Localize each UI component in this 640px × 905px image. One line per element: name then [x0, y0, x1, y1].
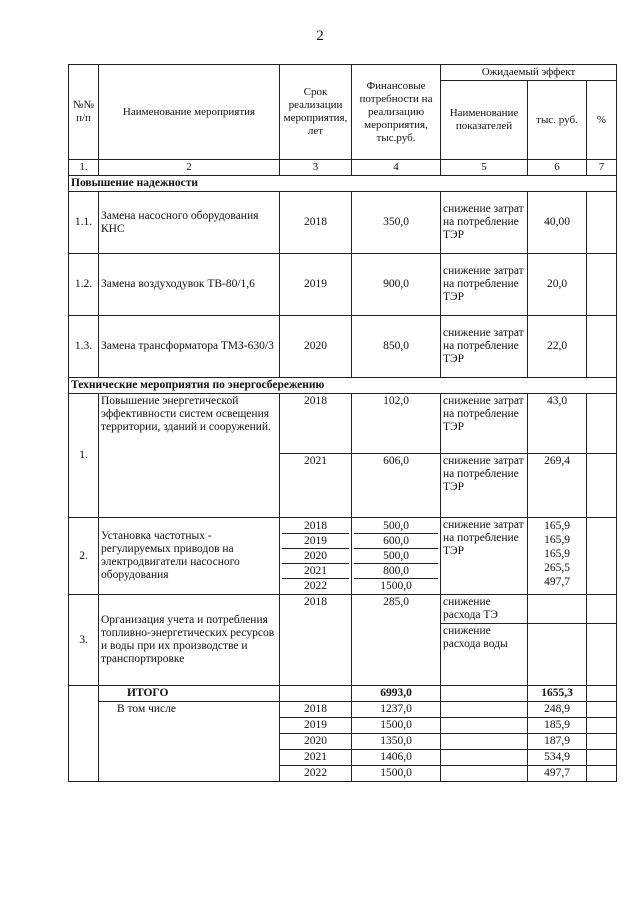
measure-indicator: снижение затрат на потребление ТЭР	[441, 254, 528, 316]
table-row	[69, 595, 617, 624]
year-total-indicator	[441, 702, 528, 718]
measure-thousand: 497,7	[544, 576, 570, 588]
total-percent	[587, 686, 617, 702]
measure-thousand: 265,5	[544, 562, 570, 574]
year-total-finance: 1500,0	[352, 718, 441, 734]
measure-year: 2019	[282, 534, 349, 549]
section-title-reliability: Повышение надежности	[69, 176, 617, 192]
measure-thousand: 165,9	[544, 520, 570, 532]
measure-name: Замена трансформатора ТМЗ-630/3	[99, 316, 280, 378]
measure-name: Организация учета и потребления топливно-энергетических ресурсов и воды при их производстве и транспортировке	[99, 595, 280, 686]
measure-percent	[587, 316, 617, 378]
total-indicator	[441, 686, 528, 702]
total-row	[69, 686, 617, 702]
measure-indicator: снижение расхода ТЭ	[441, 595, 528, 624]
table-row	[69, 518, 617, 595]
measure-year: 2021	[282, 564, 349, 579]
measure-thousand	[528, 624, 587, 686]
measure-finance: 850,0	[352, 316, 441, 378]
measure-indicator: снижение затрат на потребление ТЭР	[441, 316, 528, 378]
header-name: Наименование мероприятия	[99, 65, 280, 160]
measure-name: Замена воздуходувок ТВ-80/1,6	[99, 254, 280, 316]
measure-finance: 900,0	[352, 254, 441, 316]
row-number: 2.	[69, 518, 99, 595]
table-row	[69, 316, 617, 378]
year-total-percent	[587, 750, 617, 766]
measure-thousand	[528, 595, 587, 624]
year-total-year: 2018	[280, 702, 352, 718]
row-number: 1.	[69, 394, 99, 518]
year-total-year: 2019	[280, 718, 352, 734]
year-total-thousand: 534,9	[528, 750, 587, 766]
measure-year: 2018	[280, 192, 352, 254]
section-title-tech: Технические мероприятия по энергосбережению	[69, 378, 617, 394]
year-total-indicator	[441, 766, 528, 782]
year-total-year: 2022	[280, 766, 352, 782]
header-indicator: Наименование показателей	[441, 81, 528, 160]
total-num-cell	[69, 686, 99, 782]
measure-thousand: 43,0	[528, 394, 587, 454]
measures-table	[68, 64, 617, 782]
measure-percent	[587, 518, 617, 595]
measure-percent	[587, 394, 617, 454]
header-num: №№ п/п	[69, 65, 99, 160]
measure-finance: 500,0	[354, 549, 438, 564]
year-total-thousand: 497,7	[528, 766, 587, 782]
measure-finance: 102,0	[352, 394, 441, 454]
measure-thousands	[528, 518, 587, 595]
measure-finance: 800,0	[354, 564, 438, 579]
year-total-percent	[587, 718, 617, 734]
column-number: 6	[528, 160, 587, 176]
column-number: 7	[587, 160, 617, 176]
measure-finance: 600,0	[354, 534, 438, 549]
measure-thousand: 22,0	[528, 316, 587, 378]
column-number: 2	[99, 160, 280, 176]
section-row	[69, 176, 617, 192]
measure-name: Замена насосного оборудования КНС	[99, 192, 280, 254]
year-total-year: 2021	[280, 750, 352, 766]
measure-indicator: снижение затрат на потребление ТЭР	[441, 394, 528, 454]
measure-year: 2021	[280, 454, 352, 518]
measure-year: 2020	[280, 316, 352, 378]
measure-finance: 500,0	[354, 519, 438, 534]
measure-name: Повышение энергетической эффективности систем освещения территории, зданий и сооружений.	[99, 394, 280, 518]
measure-year: 2018	[280, 595, 352, 686]
header-percent: %	[587, 81, 617, 160]
year-total-indicator	[441, 750, 528, 766]
table-row	[69, 254, 617, 316]
measure-name: Установка частотных - регулируемых приводов на электродвигатели насосного оборудования	[99, 518, 280, 595]
year-total-finance: 1406,0	[352, 750, 441, 766]
measure-finance: 350,0	[352, 192, 441, 254]
measure-percent	[587, 192, 617, 254]
measure-year: 2020	[282, 549, 349, 564]
year-total-indicator	[441, 734, 528, 750]
page-number: 2	[316, 28, 324, 44]
row-number: 1.1.	[69, 192, 99, 254]
year-total-percent	[587, 766, 617, 782]
section-row	[69, 378, 617, 394]
header-term: Срок реализации мероприятия, лет	[280, 65, 352, 160]
measure-percent	[587, 595, 617, 624]
row-number: 1.2.	[69, 254, 99, 316]
measure-percent	[587, 254, 617, 316]
measure-indicator: снижение затрат на потребление ТЭР	[441, 518, 528, 595]
column-number: 1.	[69, 160, 99, 176]
year-total-percent	[587, 702, 617, 718]
year-total-indicator	[441, 718, 528, 734]
measure-thousand: 165,9	[544, 534, 570, 546]
measure-thousand: 165,9	[544, 548, 570, 560]
measure-thousand: 269,4	[528, 454, 587, 518]
total-thousand: 1655,3	[528, 686, 587, 702]
year-total-thousand: 185,9	[528, 718, 587, 734]
year-total-finance: 1500,0	[352, 766, 441, 782]
measure-thousand: 40,00	[528, 192, 587, 254]
total-year	[280, 686, 352, 702]
measure-year: 2018	[280, 394, 352, 454]
measure-finance: 606,0	[352, 454, 441, 518]
column-number: 5	[441, 160, 528, 176]
including-row	[69, 702, 617, 718]
header-thousand: тыс. руб.	[528, 81, 587, 160]
measure-year: 2019	[280, 254, 352, 316]
year-total-finance: 1237,0	[352, 702, 441, 718]
row-number: 3.	[69, 595, 99, 686]
measure-thousand: 20,0	[528, 254, 587, 316]
column-number: 3	[280, 160, 352, 176]
year-total-finance: 1350,0	[352, 734, 441, 750]
measure-finances	[352, 518, 441, 595]
total-label: ИТОГО	[99, 686, 280, 702]
measure-finance: 1500,0	[380, 580, 412, 592]
column-number-row	[69, 160, 617, 176]
total-finance: 6993,0	[352, 686, 441, 702]
table-row	[69, 192, 617, 254]
measure-indicator: снижение затрат на потребление ТЭР	[441, 454, 528, 518]
measure-year: 2022	[304, 580, 327, 592]
measure-indicator: снижение затрат на потребление ТЭР	[441, 192, 528, 254]
including-label: В том числе	[99, 702, 280, 782]
table-header-row	[69, 65, 617, 81]
year-total-thousand: 248,9	[528, 702, 587, 718]
measure-year: 2018	[282, 519, 349, 534]
column-number: 4	[352, 160, 441, 176]
measure-finance: 285,0	[352, 595, 441, 686]
measure-percent	[587, 454, 617, 518]
measure-percent	[587, 624, 617, 686]
year-total-percent	[587, 734, 617, 750]
row-number: 1.3.	[69, 316, 99, 378]
year-total-year: 2020	[280, 734, 352, 750]
table-row	[69, 394, 617, 454]
year-total-thousand: 187,9	[528, 734, 587, 750]
measure-indicator: снижение расхода воды	[441, 624, 528, 686]
header-finance: Финансовые потребности на реализацию мероприятия, тыс.руб.	[352, 65, 441, 160]
measure-years	[280, 518, 352, 595]
header-effect: Ожидаемый эффект	[441, 65, 617, 81]
